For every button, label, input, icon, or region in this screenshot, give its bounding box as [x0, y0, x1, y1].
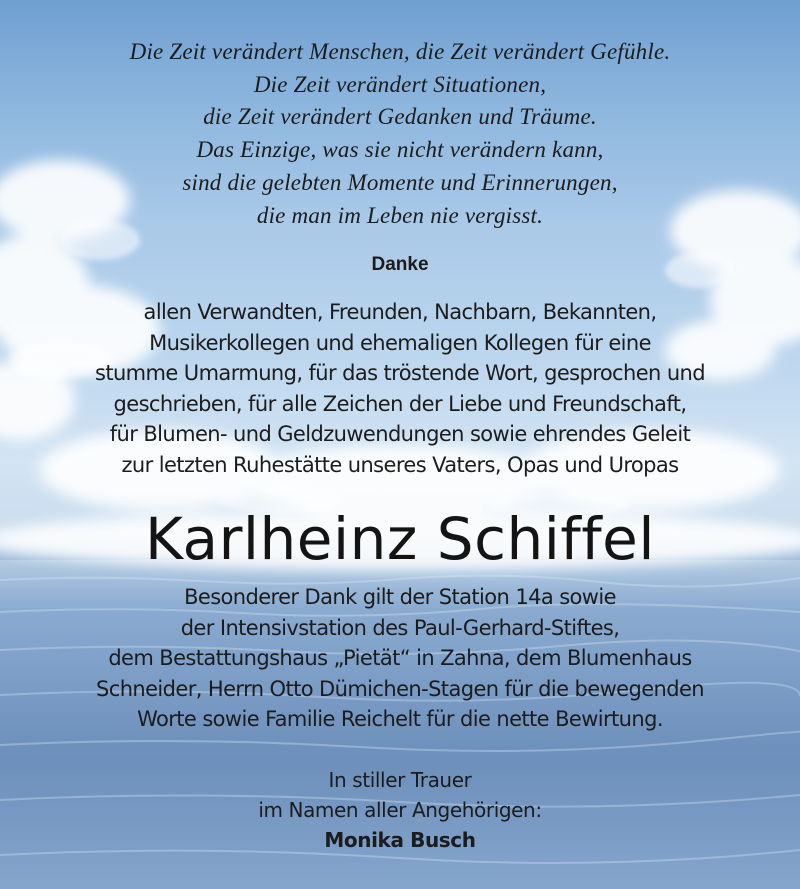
thanks-line: geschrieben, für alle Zeichen der Liebe und Freundschaft, — [113, 391, 687, 416]
thanks-line: Musikerkollegen und ehemaligen Kollegen für eine — [149, 330, 651, 355]
poem-line: Das Einzige, was sie nicht verändern kann, — [196, 137, 604, 163]
special-thanks-line: Schneider, Herrn Otto Dümichen-Stagen für die bewegenden — [96, 676, 704, 701]
thanks-line: stumme Umarmung, für das tröstende Wort, gesprochen und — [95, 361, 705, 386]
special-thanks-line: Worte sowie Familie Reichelt für die nette Bewirtung. — [137, 707, 663, 731]
poem-line: Die Zeit verändert Menschen, die Zeit verändert Gefühle. — [129, 39, 671, 64]
thanks-line: allen Verwandten, Freunden, Nachbarn, Bekannten, — [143, 300, 657, 324]
thanks-line: zur letzten Ruhestätte unseres Vaters, Opas und Uropas — [121, 452, 679, 477]
closing-line: im Namen aller Angehörigen: — [258, 798, 542, 822]
poem-line: die man im Leben nie vergisst. — [256, 202, 544, 228]
poem-line: sind die gelebten Momente und Erinnerungen, — [182, 169, 618, 195]
poem-line: Die Zeit verändert Situationen, — [253, 71, 547, 97]
closing-line: In stiller Trauer — [328, 768, 472, 792]
deceased-name: Karlheinz Schiffel — [145, 505, 655, 573]
thanks-line: für Blumen- und Geldzuwendungen sowie ehrendes Geleit — [109, 422, 691, 447]
special-thanks-line: dem Bestattungshaus „Pietät“ in Zahna, dem Blumenhaus — [108, 646, 692, 670]
thanks-paragraph — [0, 297, 800, 481]
signer-name: Monika Busch — [324, 828, 476, 852]
danke-heading: Danke — [371, 254, 429, 275]
poem — [0, 36, 800, 232]
special-thanks-paragraph — [0, 582, 800, 735]
poem-line: die Zeit verändert Gedanken und Träume. — [203, 104, 597, 130]
closing-block — [0, 765, 800, 855]
special-thanks-line: der Intensivstation des Paul-Gerhard-Stiftes, — [180, 615, 620, 640]
special-thanks-line: Besonderer Dank gilt der Station 14a sowie — [184, 585, 616, 609]
